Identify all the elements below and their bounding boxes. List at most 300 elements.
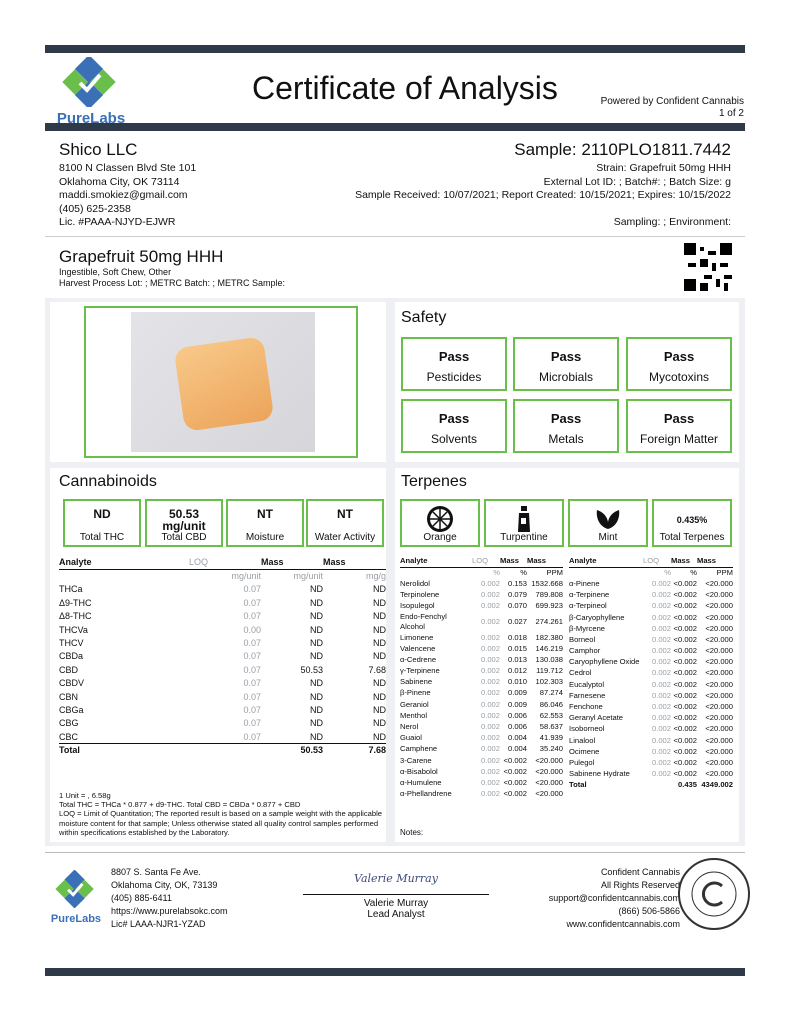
table-cell: <20.000 [705,623,733,633]
table-cell: <0.002 [673,679,697,689]
table-cell: <20.000 [705,612,733,622]
table-header-row [569,556,733,567]
safety-label: Foreign Matter [639,432,719,446]
table-cell: Pulegol [569,757,595,767]
table-row [569,634,733,645]
table-cell: 274.261 [535,616,563,626]
table-cell: 0.002 [480,744,500,754]
table-cell: 0.002 [480,677,500,687]
units-row [569,567,733,578]
table-cell: Isoborneol [569,724,605,734]
table-cell: <20.000 [705,590,733,600]
table-cell: Nerol [400,722,419,732]
table-cell: <0.002 [673,657,697,667]
units-row [59,569,386,582]
cc-email[interactable]: support@confidentcannabis.com [548,893,680,903]
table-cell: ND [310,597,323,608]
table-row [400,733,563,744]
table-cell: 0.002 [480,666,500,676]
table-cell: 0.002 [651,724,671,734]
safety-label: Mycotoxins [648,370,710,384]
table-row [569,623,733,634]
col-header: Analyte [400,556,472,567]
table-cell: <0.002 [673,690,697,700]
table-cell: <20.000 [705,746,733,756]
note-totals: Total THC = THCa * 0.877 + d9-THC. Total CBD = CBDa * 0.877 + CBD [59,800,301,810]
table-cell: <20.000 [705,702,733,712]
table-cell: 0.07 [243,597,261,608]
table-cell: 0.002 [480,733,500,743]
table-cell: <20.000 [705,690,733,700]
table-cell: <0.002 [673,612,697,622]
table-cell: Borneol [569,634,596,644]
safety-solvents [401,399,507,453]
table-cell: 41.939 [539,733,563,743]
table-cell: 0.002 [480,710,500,720]
table-cell: Δ8-THC [59,611,92,622]
cannabinoids-title: Cannabinoids [59,473,157,490]
col-header: LOQ [189,556,261,569]
table-cell: 0.002 [480,789,500,799]
table-cell: ND [310,624,323,635]
table-cell: β-Myrcene [569,623,606,633]
purelabs-logo [52,57,130,127]
terpenes-table-left [400,556,563,800]
table-row [59,690,386,703]
table-row [569,713,733,724]
table-row [400,654,563,665]
orange-icon [425,504,455,534]
table-cell: 0.002 [480,766,500,776]
table-cell: CBC [59,731,79,742]
table-cell: Sabinene Hydrate [569,769,630,779]
total-thc-box [63,499,141,547]
notes-label: Notes: [400,828,424,837]
table-cell: 0.07 [243,651,261,662]
client-name: Shico LLC [59,140,138,159]
table-cell: α-Terpinene [569,590,610,600]
unit-cell: mg/unit [231,571,261,582]
table-cell: 7.68 [368,664,386,675]
table-row [569,657,733,668]
safety-microbials [513,337,619,391]
table-cell: 0.013 [507,654,527,664]
total-row [569,780,733,791]
table-row [569,735,733,746]
lab-license: Lic# LAAA-NJR1-YZAD [111,919,206,929]
table-cell: 0.002 [651,623,671,633]
signature-block [303,866,489,920]
safety-metals [513,399,619,453]
table-cell: <20.000 [535,789,563,799]
table-cell: ND [373,731,386,742]
safety-status: Pass [438,411,470,426]
qr-code-icon[interactable] [684,243,732,291]
product-photo [131,312,315,452]
product-type: Ingestible, Soft Chew, Other [59,267,172,277]
lab-address [111,866,228,931]
table-cell: Isopulegol [400,601,435,611]
table-row [400,666,563,677]
unit-cell: % [664,568,671,578]
moisture-box [226,499,304,547]
aroma-label: Orange [423,532,457,543]
aroma-label: Mint [598,532,618,543]
table-cell: Caryophyllene Oxide [569,657,640,667]
table-cell: 0.018 [507,632,527,642]
table-cell: 0.07 [243,718,261,729]
table-cell: Geranyl Acetate [569,713,624,723]
table-cell: 0.027 [507,616,527,626]
table-cell: 0.006 [507,710,527,720]
table-row [400,699,563,710]
table-header-row [400,556,563,567]
table-cell: Eucalyptol [569,679,605,689]
table-cell: CBGa [59,704,84,715]
table-cell: ND [373,651,386,662]
footer-divider [45,852,745,853]
product-name: Grapefruit 50mg HHH [59,247,224,266]
table-cell: ND [373,624,386,635]
table-cell: Cedrol [569,668,592,678]
table-cell: Δ9-THC [59,597,92,608]
table-cell: 699.923 [535,601,563,611]
client-info [59,140,196,230]
cc-contact [549,866,680,931]
table-cell: 0.002 [480,616,500,626]
table-cell: 0.07 [243,704,261,715]
table-cell: ND [310,678,323,689]
table-cell: <20.000 [705,634,733,644]
table-cell: 789.808 [535,590,563,600]
footer-logo [48,870,104,930]
total-cbd-box [145,499,223,547]
table-cell: 0.002 [480,654,500,664]
table-cell: 0.002 [480,643,500,653]
sample-id: Sample: 2110PLO1811.7442 [514,140,731,159]
table-cell: 130.038 [535,654,563,664]
table-cell: <20.000 [535,766,563,776]
table-row [569,668,733,679]
safety-label: Pesticides [426,370,482,384]
table-cell: 0.070 [507,601,527,611]
table-cell: 0.012 [507,666,527,676]
units-row [400,567,563,578]
unit-cell [59,569,189,582]
table-cell: 0.07 [243,664,261,675]
table-cell: 0.153 [507,578,527,588]
table-cell: 0.002 [651,612,671,622]
table-row [569,612,733,623]
table-cell: β-Pinene [400,688,431,698]
total-cell: Total [569,780,587,790]
table-row [59,663,386,676]
table-cell: ND [310,691,323,702]
summary-value: ND [93,507,111,521]
unit-cell [400,567,472,578]
table-cell: ND [310,704,323,715]
unit-cell: mg/g [365,571,386,582]
table-cell: Ocimene [569,746,600,756]
table-cell: THCa [59,584,83,595]
table-row [400,777,563,788]
table-cell: <20.000 [535,777,563,787]
unit-cell: % [690,568,697,578]
table-cell: ND [373,678,386,689]
table-cell: 0.079 [507,590,527,600]
summary-label: Total CBD [161,532,207,543]
table-row [569,690,733,701]
table-row [59,650,386,663]
table-cell: CBDV [59,678,85,689]
table-cell: ND [310,651,323,662]
summary-value: 50.53 [168,507,200,521]
table-cell: <0.002 [673,769,697,779]
header-bar [45,123,745,131]
table-cell: <0.002 [673,578,697,588]
cc-phone: (866) 506-5866 [618,906,680,916]
safety-status: Pass [663,411,695,426]
table-cell: 0.002 [651,634,671,644]
table-cell: 0.00 [243,624,261,635]
table-row [569,679,733,690]
table-row [59,623,386,636]
table-cell: 0.002 [480,699,500,709]
logo-mark-icon [48,870,104,908]
total-cell: Total [59,745,80,756]
total-cell: 4349.002 [701,780,733,790]
cc-rights: All Rights Reserved [600,880,680,890]
table-row [400,766,563,777]
table-cell: <0.002 [673,646,697,656]
table-cell: <20.000 [705,646,733,656]
table-cell: 58.637 [539,722,563,732]
table-cell: Sabinene [400,677,433,687]
table-row [59,717,386,730]
table-row [400,721,563,732]
table-cell: 0.002 [480,722,500,732]
table-cell: 0.07 [243,584,261,595]
unit-cell: PPM [716,568,733,578]
bottom-bar [45,968,745,976]
table-cell: <0.002 [673,668,697,678]
table-row [400,688,563,699]
bottle-icon [509,504,539,534]
table-cell: α-Phellandrene [400,789,452,799]
table-cell: <0.002 [673,623,697,633]
total-cell: 50.53 [300,745,323,756]
table-cell: <0.002 [673,746,697,756]
table-cell: <0.002 [673,735,697,745]
table-cell: 0.002 [651,679,671,689]
table-cell: Guaiol [400,733,422,743]
note-unit: 1 Unit = , 6.58g [59,791,111,800]
table-cell: 0.002 [651,702,671,712]
table-cell: ND [373,704,386,715]
note-loq: LOQ = Limit of Quantitation; The reported result is based on a sample weight with the applicable moisture content for that sample; Unless otherwise stated all quality control samples performed within specifications established by the Laboratory. [59,809,382,837]
table-cell: Endo-Fenchyl Alcohol [400,611,447,631]
table-cell: 0.002 [651,757,671,767]
table-cell: 0.002 [651,657,671,667]
total-terpenes-box [652,499,732,547]
table-cell: 0.002 [480,632,500,642]
signer-title: Lead Analyst [367,909,425,920]
table-cell: α-Bisabolol [400,766,438,776]
aroma-orange-box [400,499,480,547]
table-cell: 0.002 [651,690,671,700]
table-row [400,590,563,601]
product-info [59,246,285,289]
lab-street: 8807 S. Santa Fe Ave. [111,867,201,877]
table-cell: 0.002 [480,777,500,787]
table-cell: α-Pinene [569,578,600,588]
safety-pesticides [401,337,507,391]
table-cell: 0.002 [651,590,671,600]
terpenes-title: Terpenes [401,473,467,490]
terpenes-table-right [569,556,733,791]
table-cell: <0.002 [673,634,697,644]
table-cell: 0.002 [651,668,671,678]
safety-status: Pass [550,349,582,364]
table-cell: 0.009 [507,688,527,698]
col-header: LOQ [472,556,500,567]
seal-icon [680,860,748,928]
table-cell: Farnesene [569,690,606,700]
table-cell: <20.000 [705,578,733,588]
table-cell: 0.004 [507,733,527,743]
table-cell: α-Cedrene [400,654,437,664]
table-cell: 0.002 [651,746,671,756]
cannabinoids-table [59,556,386,757]
table-cell: Limonene [400,632,434,642]
client-license: Lic. #PAAA-NJYD-EJWR [59,216,176,229]
summary-unit: mg/unit [162,519,206,533]
table-cell: 0.006 [507,722,527,732]
col-header: Mass [527,556,563,567]
safety-foreign-matter [626,399,732,453]
cc-website[interactable]: www.confidentcannabis.com [566,919,680,929]
signer-name: Valerie Murray [303,894,489,909]
table-cell: ND [373,597,386,608]
table-row [400,643,563,654]
table-cell: THCV [59,638,84,649]
table-row [400,755,563,766]
leaf-icon [593,504,623,534]
table-cell: 1532.668 [531,578,563,588]
safety-status: Pass [550,411,582,426]
summary-label: Total THC [79,532,125,543]
sample-info [355,140,731,229]
summary-value: 0.435% [676,515,708,525]
total-cell [643,780,671,791]
table-cell: <20.000 [705,657,733,667]
table-row [569,724,733,735]
table-cell: 0.07 [243,678,261,689]
table-cell: <20.000 [705,724,733,734]
logo-text: PureLabs [50,913,102,925]
col-header: Mass [261,556,323,569]
aroma-mint-box [568,499,648,547]
sample-sampling: Sampling: ; Environment: [613,215,731,228]
table-row [569,701,733,712]
table-row [569,601,733,612]
table-cell: CBD [59,664,79,675]
summary-label: Total Terpenes [659,532,725,543]
aroma-turpentine-box [484,499,564,547]
table-cell: ND [373,718,386,729]
table-cell: ND [310,638,323,649]
table-cell: 0.002 [480,755,500,765]
summary-label: Moisture [245,532,285,543]
table-cell: THCVa [59,624,88,635]
table-cell: 0.002 [651,735,671,745]
safety-label: Solvents [430,432,478,446]
table-cell: γ-Terpinene [400,666,440,676]
table-cell: 0.07 [243,638,261,649]
aroma-label: Turpentine [500,532,548,543]
table-cell: Camphene [400,744,438,754]
table-cell: 0.002 [480,688,500,698]
logo-mark-icon [52,57,130,107]
table-cell: α-Humulene [400,777,442,787]
cc-name: Confident Cannabis [600,867,680,877]
col-header: Mass [500,556,527,567]
table-cell: 146.219 [535,643,563,653]
lab-website[interactable]: https://www.purelabsokc.com [111,906,228,916]
unit-cell: mg/unit [293,571,323,582]
client-address-2: Oklahoma City, OK 73114 [59,175,180,188]
table-cell: 119.712 [536,666,563,676]
lab-city: Oklahoma City, OK, 73139 [111,880,218,890]
summary-value: NT [257,507,273,521]
table-cell: <0.002 [503,755,527,765]
product-lots: Harvest Process Lot: ; METRC Batch: ; METRC Sample: [59,278,286,288]
safety-title: Safety [401,309,447,326]
col-header: Analyte [59,556,189,569]
gummy-image [174,336,275,432]
powered-by-text: Powered by Confident Cannabis [600,96,744,107]
signature-image: Valerie Murray [354,872,438,885]
col-header: Analyte [569,556,643,567]
table-cell: <0.002 [503,789,527,799]
table-cell: <0.002 [673,702,697,712]
summary-value: NT [337,507,353,521]
col-header: Mass [671,556,697,567]
client-address-1: 8100 N Classen Blvd Ste 101 [59,162,197,174]
table-cell: 0.015 [507,643,527,653]
safety-mycotoxins [626,337,732,391]
table-cell: 0.002 [651,769,671,779]
table-cell: Linalool [569,735,596,745]
table-cell: 0.002 [480,590,500,600]
table-row [400,632,563,643]
table-cell: ND [373,611,386,622]
table-cell: 50.53 [300,664,323,675]
table-cell: ND [373,584,386,595]
water-activity-box [306,499,384,547]
table-cell: 0.002 [651,713,671,723]
table-cell: 182.380 [535,632,563,642]
table-cell: 0.002 [651,646,671,656]
table-cell: <0.002 [673,601,697,611]
table-row [400,789,563,800]
logo-text: PureLabs [56,110,126,127]
table-cell: 0.002 [651,601,671,611]
table-cell: Fenchone [569,702,603,712]
table-cell: ND [310,731,323,742]
unit-cell: PPM [546,568,563,578]
col-header: Mass [697,556,733,567]
